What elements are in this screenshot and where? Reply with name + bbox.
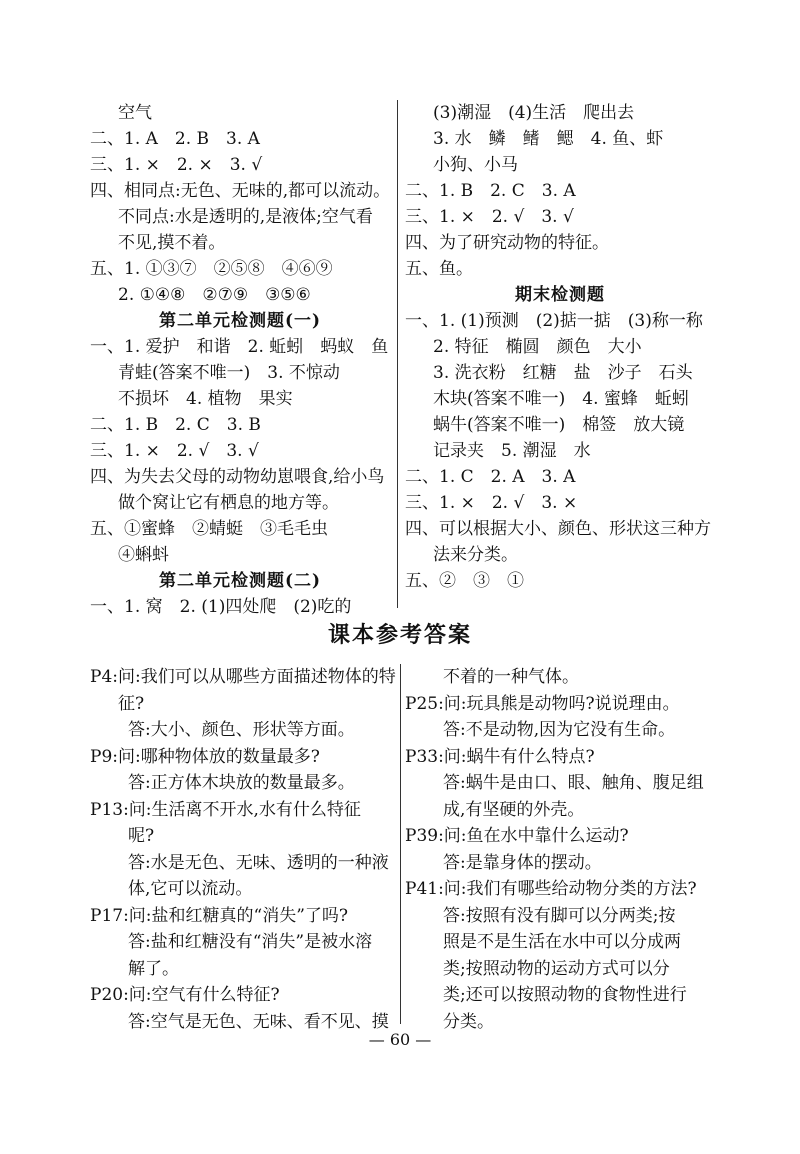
answer-line: P33:问:蜗牛有什么特点? [405, 746, 595, 767]
answer-line: 木块(答案不唯一) 4. 蜜蜂 蚯蚓 [433, 389, 689, 409]
answer-line: 二、1. B 2. C 3. A [405, 181, 576, 201]
answer-line: P9:问:哪种物体放的数量最多? [90, 746, 320, 767]
answer-line: 五、鱼。 [405, 259, 473, 279]
bottom-right-column [405, 664, 715, 1035]
answer-line: 做个窝让它有栖息的地方等。 [118, 493, 339, 513]
top-column-divider [397, 100, 398, 608]
answer-line: 呢? [128, 826, 155, 846]
top-left-column [90, 100, 390, 620]
answer-line: 法来分类。 [433, 545, 518, 565]
answer-line: 蜗牛(答案不唯一) 棉签 放大镜 [433, 415, 685, 435]
answer-line: P41:问:我们有哪些给动物分类的方法? [405, 879, 697, 899]
answer-line: 2. ①④⑧ ②⑦⑨ ③⑤⑥ [118, 285, 311, 305]
answer-line: 答:不是动物,因为它没有生命。 [443, 720, 676, 740]
answer-line: 不同点:水是透明的,是液体;空气看 [118, 207, 373, 227]
answer-line: 四、为失去父母的动物幼崽喂食,给小鸟 [90, 467, 385, 487]
answer-line: P13:问:生活离不开水,水有什么特征 [90, 799, 361, 820]
answer-line: 类;还可以按照动物的食物性进行 [443, 985, 687, 1005]
answer-line: 二、1. B 2. C 3. B [90, 415, 261, 435]
answer-line: 五、② ③ ① [405, 571, 524, 591]
answer-line: 不着的一种气体。 [443, 667, 579, 687]
answer-line: 答:蜗牛是由口、眼、触角、腹足组 [443, 773, 704, 793]
answer-line: 一、1. 窝 2. (1)四处爬 (2)吃的 [90, 597, 352, 617]
answer-line: 成,有坚硬的外壳。 [443, 799, 585, 820]
answer-line: 不损坏 4. 植物 果实 [118, 389, 293, 409]
answer-line: P39:问:鱼在水中靠什么运动? [405, 826, 629, 846]
answer-line: 答:是靠身体的摆动。 [443, 852, 602, 873]
section-heading: 第二单元检测题(一) [158, 311, 322, 331]
answer-line: 二、1. A 2. B 3. A [90, 129, 260, 149]
answer-line: 答:正方体木块放的数量最多。 [128, 773, 355, 793]
bottom-left-column [90, 664, 395, 1035]
answer-line: 三、1. × 2. √ 3. √ [90, 441, 259, 461]
answer-line: 二、1. C 2. A 3. A [405, 467, 576, 487]
answer-line: 解了。 [128, 958, 179, 979]
answer-line: P4:问:我们可以从哪些方面描述物体的特 [90, 667, 396, 687]
answer-line: 3. 水 鳞 鳍 鳃 4. 鱼、虾 [433, 129, 664, 149]
answer-line: 答:盐和红糖没有“消失”是被水溶 [128, 932, 373, 952]
answer-line: 不见,摸不着。 [118, 233, 226, 253]
answer-line: 五、①蜜蜂 ②蜻蜓 ③毛毛虫 [90, 519, 328, 539]
answer-line: 征? [118, 693, 145, 714]
answer-line: 分类。 [443, 1011, 494, 1032]
section-heading: 第二单元检测题(二) [158, 571, 322, 591]
section-heading: 期末检测题 [515, 285, 605, 305]
answer-line: 一、1. (1)预测 (2)掂一掂 (3)称一称 [405, 311, 703, 331]
answer-line: 三、1. × 2. × 3. √ [90, 155, 263, 175]
answer-line: (3)潮湿 (4)生活 爬出去 [433, 103, 635, 123]
answer-line: 答:空气是无色、无味、看不见、摸 [128, 1011, 389, 1032]
answer-line: 一、1. 爱护 和谐 2. 蚯蚓 蚂蚁 鱼 [90, 337, 389, 357]
answer-line: P17:问:盐和红糖真的“消失”了吗? [90, 905, 349, 926]
answer-line: 空气 [118, 103, 152, 123]
answer-line: 青蛙(答案不唯一) 3. 不惊动 [118, 363, 340, 383]
answer-line: 记录夹 5. 潮湿 水 [433, 441, 591, 461]
top-right-column [405, 100, 715, 594]
answer-line: 答:大小、颜色、形状等方面。 [128, 720, 355, 740]
answer-line: 体,它可以流动。 [128, 879, 253, 899]
answer-line: 类;按照动物的运动方式可以分 [443, 958, 670, 979]
answer-line: 四、可以根据大小、颜色、形状这三种方 [405, 519, 711, 539]
answer-line: 三、1. × 2. √ 3. √ [405, 207, 574, 227]
answer-line: P20:问:空气有什么特征? [90, 985, 280, 1005]
bottom-column-divider [400, 664, 401, 1024]
answer-line: P25:问:玩具熊是动物吗?说说理由。 [405, 693, 680, 714]
answer-line: 四、为了研究动物的特征。 [405, 233, 609, 253]
answer-line: 三、1. × 2. √ 3. × [405, 493, 578, 513]
answer-line: 小狗、小马 [433, 155, 518, 175]
answer-line: 答:按照有没有脚可以分两类;按 [443, 905, 676, 926]
answer-line: 五、1. ①③⑦ ②⑤⑧ ④⑥⑨ [90, 259, 333, 279]
answer-line: 3. 洗衣粉 红糖 盐 沙子 石头 [433, 363, 693, 383]
answer-line: ④蝌蚪 [118, 545, 169, 565]
answer-line: 照是不是生活在水中可以分成两 [443, 932, 681, 952]
answer-line: 答:水是无色、无味、透明的一种液 [128, 852, 389, 873]
page-title: 课本参考答案 [327, 622, 472, 648]
answer-line: 四、相同点:无色、无味的,都可以流动。 [90, 181, 391, 201]
page-number: — 60 — [368, 1030, 432, 1049]
answer-line: 2. 特征 椭圆 颜色 大小 [433, 337, 642, 357]
